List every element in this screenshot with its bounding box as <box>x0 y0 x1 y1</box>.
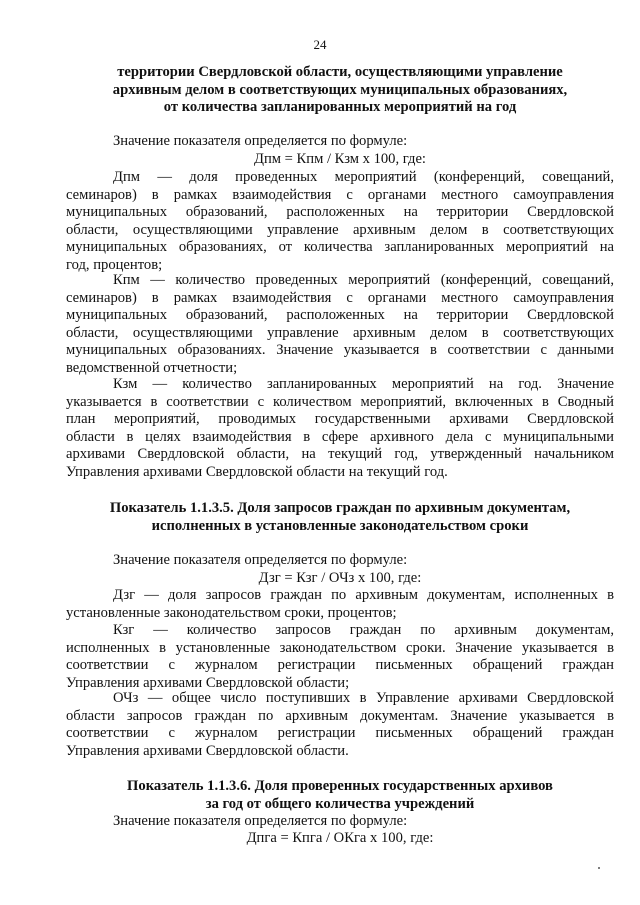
formula-2: Дзг = Кзг / ОЧз х 100, где: <box>258 570 422 586</box>
text-line: области, осуществляющими управление архивным делом в соответствующих <box>66 324 614 341</box>
text-line: архивами Свердловской области, на текущий год, утвержденный начальником <box>66 446 614 463</box>
heading-line: Показатель 1.1.3.5. Доля запросов граждан по архивным документам, <box>109 500 571 516</box>
text-line: Дпм — доля проведенных мероприятий (конференций, совещаний, <box>113 169 614 185</box>
heading-line: территории Свердловской области, осуществляющими управление <box>117 64 563 80</box>
scan-speck <box>598 867 600 869</box>
text-line: муниципальных образованиях. Значение указывается в соответствии с данными <box>66 342 614 359</box>
text-line: Дзг — доля запросов граждан по архивным документам, исполненных в <box>113 587 614 603</box>
heading-line: от количества запланированных мероприятий на год <box>163 99 517 116</box>
paragraph-kpm <box>66 272 614 378</box>
text-line: соответствии с журналом регистрации письменных обращений граждан <box>66 657 614 674</box>
text-line: соответствии с журналом регистрации письменных обращений граждан <box>66 725 614 742</box>
page-number: 24 <box>313 37 327 52</box>
text-line: план мероприятий, проводимых государственными архивами Свердловской <box>66 411 614 428</box>
paragraph-dzg <box>66 587 614 622</box>
section-heading-1 <box>66 64 614 117</box>
heading-line: исполненных в установленные законодательством сроки <box>151 517 529 534</box>
text-line: Кпм — количество проведенных мероприятий (конференций, совещаний, <box>113 272 614 288</box>
formula-intro-1: Значение показателя определяется по формуле: <box>113 133 408 149</box>
paragraph-dpm <box>66 169 614 275</box>
text-line: семинаров) в рамках взаимодействия с органами местного самоуправления <box>66 289 614 306</box>
text-line: муниципальных образований, расположенных на территории Свердловской <box>66 204 614 221</box>
text-line: области запросов граждан по архивным документам. Значение указывается в <box>66 707 614 724</box>
text-line: области в целях взаимодействия в сфере архивного дела с муниципальными <box>66 428 614 445</box>
formula-3: Дпга = Кпга / ОКга х 100, где: <box>246 830 434 846</box>
text-line: год, процентов; <box>66 256 163 273</box>
text-line: области, осуществляющими управление архивным делом в соответствующих <box>66 221 614 238</box>
paragraph-kzm <box>66 376 614 482</box>
text-line: указывается в соответствии с количеством мероприятий, включенных в Сводный <box>66 393 614 410</box>
heading-line: архивным делом в соответствующих муниципальных образованиях, <box>112 81 568 98</box>
paragraph-ochz <box>66 690 614 760</box>
formula-intro-2: Значение показателя определяется по формуле: <box>113 552 408 568</box>
section-heading-3 <box>66 778 614 813</box>
heading-line: за год от общего количества учреждений <box>205 795 475 812</box>
text-line: Кзм — количество запланированных мероприятий на год. Значение <box>113 376 614 392</box>
text-line: ведомственной отчетности; <box>66 359 238 376</box>
text-line: исполненных в установленные законодательством сроки. Значение указывается в <box>66 639 614 656</box>
text-line: установленные законодательством сроки, процентов; <box>66 604 397 621</box>
text-line: Кзг — количество запросов граждан по архивным документам, <box>113 622 614 638</box>
text-line: Управления архивами Свердловской области; <box>66 674 350 691</box>
text-line: муниципальных образований, расположенных на территории Свердловской <box>66 307 614 324</box>
paragraph-kzg <box>66 622 614 692</box>
text-line: муниципальных образованиях, от количества запланированных мероприятий на <box>66 239 614 256</box>
text-line: Управления архивами Свердловской области на текущий год. <box>66 463 448 480</box>
heading-line: Показатель 1.1.3.6. Доля проверенных государственных архивов <box>127 778 553 794</box>
section-heading-2 <box>66 500 614 535</box>
text-line: ОЧз — общее число поступивших в Управление архивами Свердловской <box>113 690 614 706</box>
text-line: Управления архивами Свердловской области. <box>66 742 349 759</box>
text-line: семинаров) в рамках взаимодействия с органами местного самоуправления <box>66 186 614 203</box>
formula-intro-3: Значение показателя определяется по формуле: <box>113 813 408 829</box>
formula-1: Дпм = Кпм / Кзм х 100, где: <box>254 151 426 167</box>
